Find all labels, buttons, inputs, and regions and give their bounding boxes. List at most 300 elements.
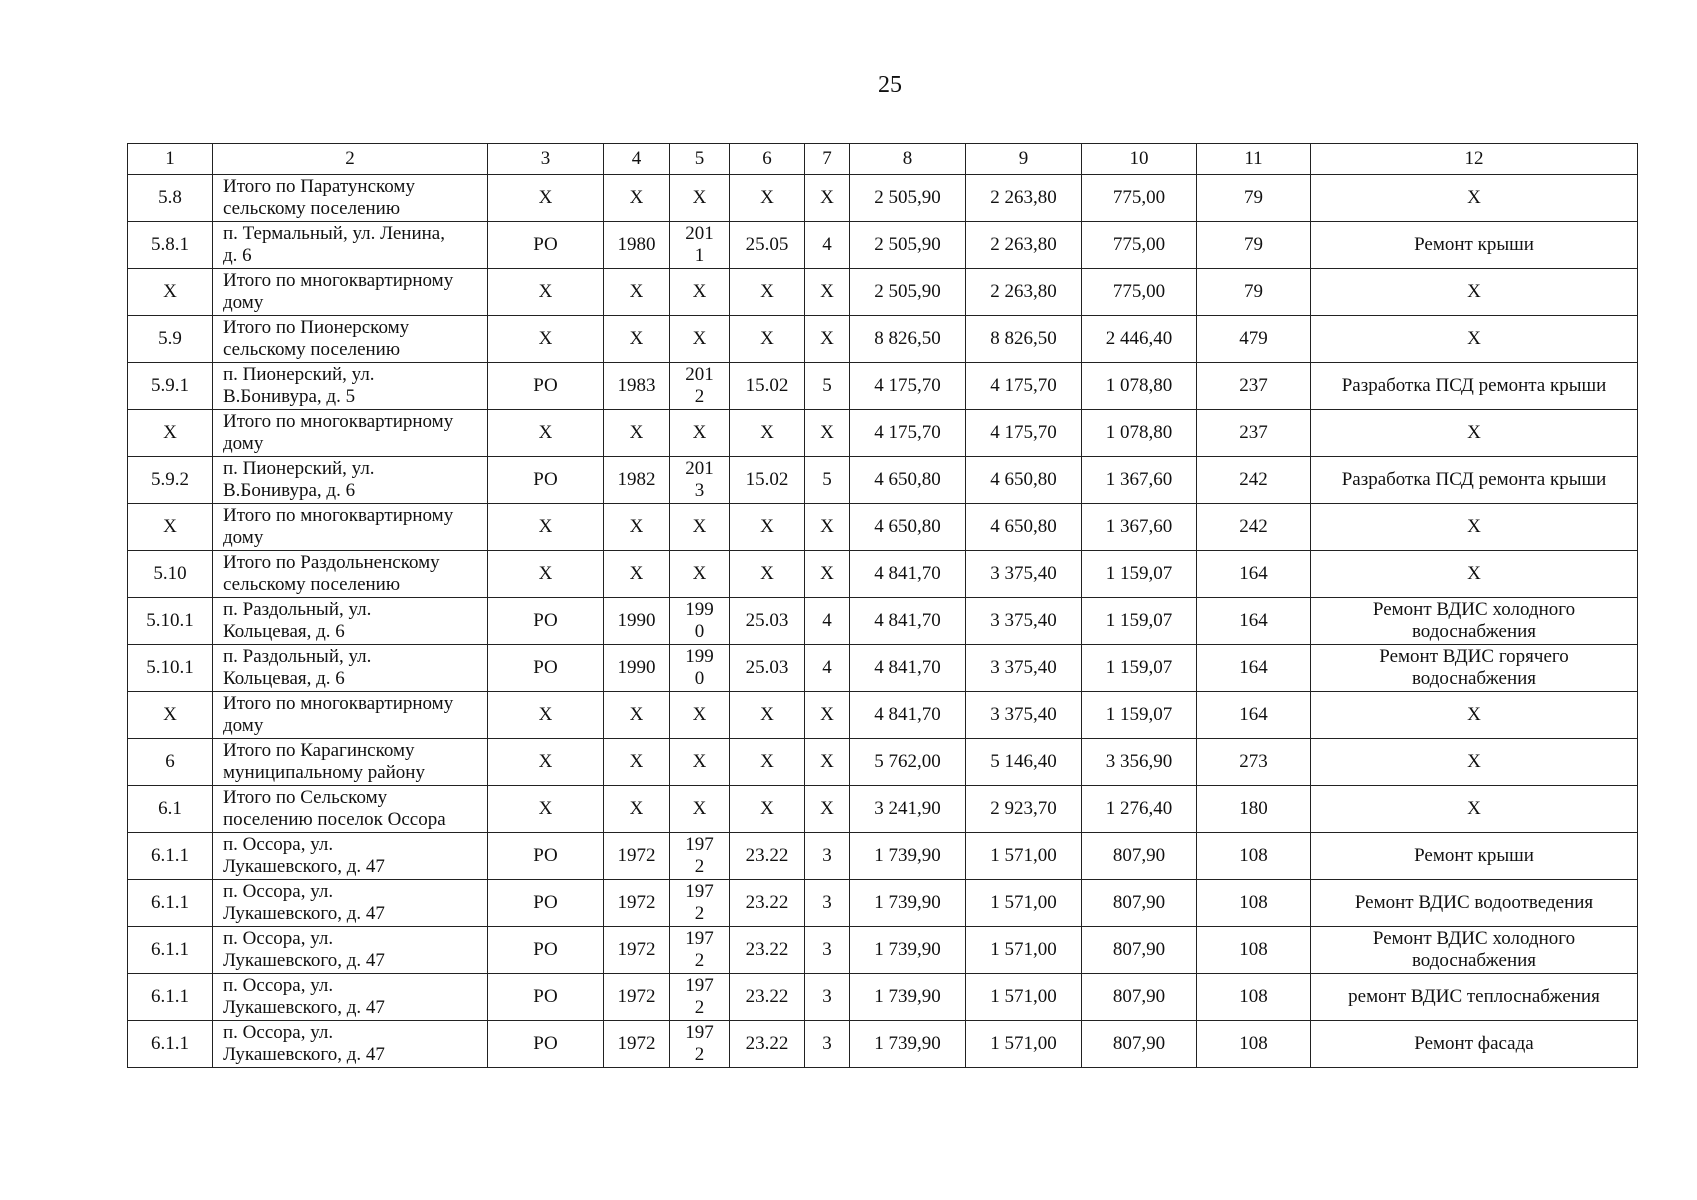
non-living-area-cell: 1 159,07 <box>1082 645 1197 692</box>
work-type-code-cell: X <box>488 739 604 786</box>
work-description-cell <box>1311 551 1638 598</box>
address-cell <box>213 1021 488 1068</box>
commission-year-line: 201 <box>685 458 714 479</box>
work-description-cell <box>1311 222 1638 269</box>
work-description-cell <box>1311 692 1638 739</box>
work-type-code-cell: РО <box>488 927 604 974</box>
work-type-code-cell: X <box>488 692 604 739</box>
residents-count-cell: 242 <box>1197 504 1311 551</box>
wear-level-cell: X <box>730 175 805 222</box>
row-number-cell: X <box>128 269 213 316</box>
residents-count-cell: 273 <box>1197 739 1311 786</box>
floors-cell: 3 <box>805 974 850 1021</box>
living-area-cell: 2 923,70 <box>966 786 1082 833</box>
residents-count-cell: 180 <box>1197 786 1311 833</box>
column-number-cell: 12 <box>1311 144 1638 175</box>
table-row <box>128 363 1638 410</box>
work-type-code-cell: РО <box>488 363 604 410</box>
address-line: дому <box>223 715 264 736</box>
table-row <box>128 786 1638 833</box>
wear-level-cell: 25.03 <box>730 645 805 692</box>
floors-cell: 4 <box>805 222 850 269</box>
commission-year-line: 197 <box>685 975 714 996</box>
living-area-cell: 4 175,70 <box>966 410 1082 457</box>
commission-year-cell <box>670 316 730 363</box>
address-line: В.Бонивура, д. 6 <box>223 480 356 501</box>
work-type-code-cell: X <box>488 551 604 598</box>
address-line: муниципальному району <box>223 762 425 783</box>
living-area-cell: 8 826,50 <box>966 316 1082 363</box>
address-cell <box>213 316 488 363</box>
work-description-cell <box>1311 739 1638 786</box>
non-living-area-cell: 807,90 <box>1082 880 1197 927</box>
non-living-area-cell: 775,00 <box>1082 269 1197 316</box>
wear-level-cell: X <box>730 692 805 739</box>
total-area-cell: 4 175,70 <box>850 410 966 457</box>
commission-year-line: 2 <box>694 856 705 877</box>
commission-year-cell <box>670 269 730 316</box>
work-description-line: Ремонт крыши <box>1414 234 1534 255</box>
work-type-code-cell: РО <box>488 645 604 692</box>
column-number-cell: 10 <box>1082 144 1197 175</box>
address-line: Итого по Раздольненскому <box>223 552 440 573</box>
total-area-cell: 4 841,70 <box>850 598 966 645</box>
work-description-line: Ремонт крыши <box>1414 845 1534 866</box>
table-row <box>128 175 1638 222</box>
row-number-cell: 6.1.1 <box>128 880 213 927</box>
address-line: сельскому поселению <box>223 574 401 595</box>
work-description-cell <box>1311 316 1638 363</box>
wear-level-cell: X <box>730 504 805 551</box>
row-number-cell: 6.1 <box>128 786 213 833</box>
commission-year-line: 2 <box>694 997 705 1018</box>
row-number-cell: 5.9 <box>128 316 213 363</box>
build-year-cell: 1972 <box>604 927 670 974</box>
commission-year-cell <box>670 880 730 927</box>
non-living-area-cell: 775,00 <box>1082 175 1197 222</box>
residents-count-cell: 164 <box>1197 598 1311 645</box>
table-row <box>128 551 1638 598</box>
commission-year-line: X <box>692 422 707 443</box>
floors-cell: X <box>805 410 850 457</box>
work-description-line: Разработка ПСД ремонта крыши <box>1341 469 1607 490</box>
address-line: Итого по Паратунскому <box>223 176 415 197</box>
column-number-row <box>128 144 1638 175</box>
commission-year-line: 201 <box>685 223 714 244</box>
work-type-code-cell: РО <box>488 222 604 269</box>
residents-count-cell: 79 <box>1197 175 1311 222</box>
wear-level-cell: 23.22 <box>730 880 805 927</box>
address-line: Кольцевая, д. 6 <box>223 668 345 689</box>
work-description-line: Ремонт фасада <box>1414 1033 1534 1054</box>
build-year-cell: 1972 <box>604 880 670 927</box>
wear-level-cell: X <box>730 786 805 833</box>
commission-year-line: 197 <box>685 928 714 949</box>
commission-year-cell <box>670 175 730 222</box>
wear-level-cell: 23.22 <box>730 974 805 1021</box>
column-number-cell: 3 <box>488 144 604 175</box>
address-cell <box>213 786 488 833</box>
wear-level-cell: X <box>730 551 805 598</box>
commission-year-line: X <box>692 704 707 725</box>
address-line: Итого по многоквартирному <box>223 505 454 526</box>
floors-cell: X <box>805 692 850 739</box>
work-description-line: водоснабжения <box>1411 950 1537 971</box>
row-number-cell: 6.1.1 <box>128 974 213 1021</box>
floors-cell: X <box>805 551 850 598</box>
living-area-cell: 3 375,40 <box>966 598 1082 645</box>
address-line: д. 6 <box>223 245 252 266</box>
address-cell <box>213 692 488 739</box>
work-description-line: водоснабжения <box>1411 668 1537 689</box>
work-type-code-cell: X <box>488 504 604 551</box>
commission-year-line: 199 <box>685 646 714 667</box>
build-year-cell: X <box>604 269 670 316</box>
living-area-cell: 2 263,80 <box>966 269 1082 316</box>
address-line: п. Раздольный, ул. <box>223 599 372 620</box>
commission-year-line: X <box>692 328 707 349</box>
table-row <box>128 410 1638 457</box>
wear-level-cell: 25.03 <box>730 598 805 645</box>
floors-cell: X <box>805 739 850 786</box>
floors-cell: 4 <box>805 645 850 692</box>
row-number-cell: 5.8 <box>128 175 213 222</box>
floors-cell: X <box>805 786 850 833</box>
address-cell <box>213 645 488 692</box>
address-line: Итого по Пионерскому <box>223 317 410 338</box>
commission-year-cell <box>670 457 730 504</box>
floors-cell: 3 <box>805 880 850 927</box>
work-description-cell <box>1311 927 1638 974</box>
address-line: п. Термальный, ул. Ленина, <box>223 223 445 244</box>
work-description-line: Ремонт ВДИС холодного <box>1372 599 1576 620</box>
living-area-cell: 2 263,80 <box>966 222 1082 269</box>
non-living-area-cell: 1 078,80 <box>1082 410 1197 457</box>
work-type-code-cell: РО <box>488 457 604 504</box>
work-description-line: Ремонт ВДИС горячего <box>1379 646 1569 667</box>
total-area-cell: 1 739,90 <box>850 833 966 880</box>
table-row <box>128 974 1638 1021</box>
commission-year-cell <box>670 1021 730 1068</box>
total-area-cell: 4 841,70 <box>850 645 966 692</box>
commission-year-cell <box>670 598 730 645</box>
build-year-cell: X <box>604 504 670 551</box>
commission-year-line: 201 <box>685 364 714 385</box>
commission-year-cell <box>670 833 730 880</box>
address-line: Кольцевая, д. 6 <box>223 621 345 642</box>
floors-cell: 3 <box>805 833 850 880</box>
total-area-cell: 1 739,90 <box>850 927 966 974</box>
non-living-area-cell: 807,90 <box>1082 1021 1197 1068</box>
total-area-cell: 4 650,80 <box>850 504 966 551</box>
wear-level-cell: 15.02 <box>730 363 805 410</box>
work-description-line: Ремонт ВДИС холодного <box>1372 928 1576 949</box>
non-living-area-cell: 1 276,40 <box>1082 786 1197 833</box>
work-description-cell <box>1311 786 1638 833</box>
row-number-cell: 5.9.1 <box>128 363 213 410</box>
address-line: п. Оссора, ул. <box>223 975 334 996</box>
residents-count-cell: 164 <box>1197 551 1311 598</box>
residents-count-cell: 237 <box>1197 363 1311 410</box>
build-year-cell: X <box>604 551 670 598</box>
table-row <box>128 880 1638 927</box>
table-body <box>128 144 1638 1068</box>
non-living-area-cell: 807,90 <box>1082 927 1197 974</box>
address-line: Лукашевского, д. 47 <box>223 950 385 971</box>
row-number-cell: X <box>128 410 213 457</box>
commission-year-line: X <box>692 516 707 537</box>
living-area-cell: 1 571,00 <box>966 927 1082 974</box>
work-description-cell <box>1311 598 1638 645</box>
wear-level-cell: 23.22 <box>730 833 805 880</box>
address-line: дому <box>223 433 264 454</box>
work-type-code-cell: РО <box>488 880 604 927</box>
capital-repair-table <box>127 143 1638 1068</box>
build-year-cell: X <box>604 692 670 739</box>
build-year-cell: X <box>604 739 670 786</box>
commission-year-cell <box>670 410 730 457</box>
living-area-cell: 1 571,00 <box>966 880 1082 927</box>
residents-count-cell: 164 <box>1197 645 1311 692</box>
build-year-cell: X <box>604 175 670 222</box>
row-number-cell: X <box>128 692 213 739</box>
work-description-cell <box>1311 645 1638 692</box>
total-area-cell: 1 739,90 <box>850 880 966 927</box>
column-number-cell: 1 <box>128 144 213 175</box>
floors-cell: X <box>805 316 850 363</box>
address-cell <box>213 927 488 974</box>
table-row <box>128 645 1638 692</box>
total-area-cell: 1 739,90 <box>850 974 966 1021</box>
page-number: 25 <box>878 72 902 98</box>
commission-year-line: 0 <box>694 668 705 689</box>
address-cell <box>213 504 488 551</box>
total-area-cell: 1 739,90 <box>850 1021 966 1068</box>
address-line: Лукашевского, д. 47 <box>223 903 385 924</box>
table-row <box>128 1021 1638 1068</box>
work-type-code-cell: РО <box>488 974 604 1021</box>
living-area-cell: 1 571,00 <box>966 974 1082 1021</box>
commission-year-line: X <box>692 281 707 302</box>
address-line: дому <box>223 292 264 313</box>
address-line: Итого по многоквартирному <box>223 270 454 291</box>
table-row <box>128 692 1638 739</box>
work-description-line: X <box>1467 281 1481 302</box>
commission-year-line: 197 <box>685 881 714 902</box>
wear-level-cell: 23.22 <box>730 1021 805 1068</box>
living-area-cell: 3 375,40 <box>966 692 1082 739</box>
work-description-line: X <box>1467 422 1481 443</box>
row-number-cell: 5.10.1 <box>128 598 213 645</box>
work-description-cell <box>1311 504 1638 551</box>
living-area-cell: 4 650,80 <box>966 457 1082 504</box>
residents-count-cell: 108 <box>1197 833 1311 880</box>
build-year-cell: 1982 <box>604 457 670 504</box>
non-living-area-cell: 1 367,60 <box>1082 457 1197 504</box>
commission-year-cell <box>670 551 730 598</box>
address-cell <box>213 269 488 316</box>
non-living-area-cell: 3 356,90 <box>1082 739 1197 786</box>
row-number-cell: 6.1.1 <box>128 927 213 974</box>
column-number-cell: 11 <box>1197 144 1311 175</box>
residents-count-cell: 108 <box>1197 880 1311 927</box>
address-line: п. Пионерский, ул. <box>223 458 375 479</box>
commission-year-line: 0 <box>694 621 705 642</box>
build-year-cell: X <box>604 316 670 363</box>
living-area-cell: 3 375,40 <box>966 645 1082 692</box>
commission-year-line: 199 <box>685 599 714 620</box>
work-description-line: Ремонт ВДИС водоотведения <box>1354 892 1594 913</box>
work-description-line: X <box>1467 328 1481 349</box>
address-line: Итого по многоквартирному <box>223 411 454 432</box>
wear-level-cell: X <box>730 316 805 363</box>
non-living-area-cell: 1 367,60 <box>1082 504 1197 551</box>
build-year-cell: X <box>604 786 670 833</box>
living-area-cell: 1 571,00 <box>966 833 1082 880</box>
residents-count-cell: 237 <box>1197 410 1311 457</box>
address-line: В.Бонивура, д. 5 <box>223 386 356 407</box>
non-living-area-cell: 807,90 <box>1082 974 1197 1021</box>
work-description-line: X <box>1467 187 1481 208</box>
living-area-cell: 4 650,80 <box>966 504 1082 551</box>
build-year-cell: 1972 <box>604 974 670 1021</box>
work-description-cell <box>1311 833 1638 880</box>
residents-count-cell: 79 <box>1197 222 1311 269</box>
residents-count-cell: 79 <box>1197 269 1311 316</box>
commission-year-line: 2 <box>694 950 705 971</box>
non-living-area-cell: 1 159,07 <box>1082 692 1197 739</box>
residents-count-cell: 108 <box>1197 974 1311 1021</box>
commission-year-line: X <box>692 187 707 208</box>
commission-year-cell <box>670 692 730 739</box>
table-row <box>128 269 1638 316</box>
table-row <box>128 504 1638 551</box>
total-area-cell: 4 841,70 <box>850 551 966 598</box>
commission-year-cell <box>670 974 730 1021</box>
total-area-cell: 4 175,70 <box>850 363 966 410</box>
address-cell <box>213 222 488 269</box>
address-line: п. Оссора, ул. <box>223 881 334 902</box>
residents-count-cell: 108 <box>1197 927 1311 974</box>
work-type-code-cell: X <box>488 269 604 316</box>
commission-year-line: X <box>692 798 707 819</box>
non-living-area-cell: 2 446,40 <box>1082 316 1197 363</box>
commission-year-cell <box>670 363 730 410</box>
residents-count-cell: 108 <box>1197 1021 1311 1068</box>
residents-count-cell: 479 <box>1197 316 1311 363</box>
residents-count-cell: 164 <box>1197 692 1311 739</box>
wear-level-cell: 25.05 <box>730 222 805 269</box>
address-cell <box>213 363 488 410</box>
address-line: Итого по Сельскому <box>223 787 388 808</box>
address-cell <box>213 880 488 927</box>
table-row <box>128 222 1638 269</box>
address-line: п. Оссора, ул. <box>223 834 334 855</box>
table-row <box>128 927 1638 974</box>
commission-year-cell <box>670 739 730 786</box>
address-cell <box>213 833 488 880</box>
work-description-line: ремонт ВДИС теплоснабжения <box>1348 986 1600 1007</box>
address-line: поселению поселок Оссора <box>223 809 446 830</box>
work-description-cell <box>1311 410 1638 457</box>
commission-year-line: 2 <box>694 386 705 407</box>
total-area-cell: 2 505,90 <box>850 269 966 316</box>
work-description-cell <box>1311 1021 1638 1068</box>
address-line: п. Оссора, ул. <box>223 928 334 949</box>
work-type-code-cell: РО <box>488 598 604 645</box>
build-year-cell: X <box>604 410 670 457</box>
address-cell <box>213 175 488 222</box>
work-type-code-cell: X <box>488 175 604 222</box>
work-description-line: X <box>1467 563 1481 584</box>
table-row <box>128 739 1638 786</box>
total-area-cell: 2 505,90 <box>850 175 966 222</box>
wear-level-cell: 23.22 <box>730 927 805 974</box>
work-type-code-cell: РО <box>488 1021 604 1068</box>
total-area-cell: 5 762,00 <box>850 739 966 786</box>
build-year-cell: 1990 <box>604 645 670 692</box>
living-area-cell: 5 146,40 <box>966 739 1082 786</box>
build-year-cell: 1983 <box>604 363 670 410</box>
build-year-cell: 1980 <box>604 222 670 269</box>
commission-year-cell <box>670 927 730 974</box>
work-description-cell <box>1311 269 1638 316</box>
work-description-line: X <box>1467 751 1481 772</box>
column-number-cell: 7 <box>805 144 850 175</box>
address-line: Лукашевского, д. 47 <box>223 997 385 1018</box>
column-number-cell: 2 <box>213 144 488 175</box>
address-cell <box>213 551 488 598</box>
row-number-cell: 5.9.2 <box>128 457 213 504</box>
work-description-line: X <box>1467 798 1481 819</box>
column-number-cell: 4 <box>604 144 670 175</box>
floors-cell: 4 <box>805 598 850 645</box>
address-cell <box>213 974 488 1021</box>
work-type-code-cell: X <box>488 410 604 457</box>
commission-year-line: 197 <box>685 834 714 855</box>
address-cell <box>213 598 488 645</box>
build-year-cell: 1972 <box>604 833 670 880</box>
non-living-area-cell: 1 078,80 <box>1082 363 1197 410</box>
floors-cell: X <box>805 175 850 222</box>
living-area-cell: 2 263,80 <box>966 175 1082 222</box>
total-area-cell: 4 650,80 <box>850 457 966 504</box>
address-cell <box>213 457 488 504</box>
address-cell <box>213 410 488 457</box>
non-living-area-cell: 1 159,07 <box>1082 598 1197 645</box>
floors-cell: 5 <box>805 457 850 504</box>
work-type-code-cell: X <box>488 786 604 833</box>
living-area-cell: 3 375,40 <box>966 551 1082 598</box>
commission-year-cell <box>670 645 730 692</box>
work-description-cell <box>1311 363 1638 410</box>
commission-year-line: 197 <box>685 1022 714 1043</box>
table-row <box>128 457 1638 504</box>
floors-cell: 5 <box>805 363 850 410</box>
non-living-area-cell: 807,90 <box>1082 833 1197 880</box>
residents-count-cell: 242 <box>1197 457 1311 504</box>
column-number-cell: 9 <box>966 144 1082 175</box>
row-number-cell: 6 <box>128 739 213 786</box>
work-type-code-cell: РО <box>488 833 604 880</box>
floors-cell: X <box>805 504 850 551</box>
address-line: Итого по многоквартирному <box>223 693 454 714</box>
build-year-cell: 1972 <box>604 1021 670 1068</box>
work-description-cell <box>1311 175 1638 222</box>
build-year-cell: 1990 <box>604 598 670 645</box>
column-number-cell: 5 <box>670 144 730 175</box>
work-description-cell <box>1311 880 1638 927</box>
